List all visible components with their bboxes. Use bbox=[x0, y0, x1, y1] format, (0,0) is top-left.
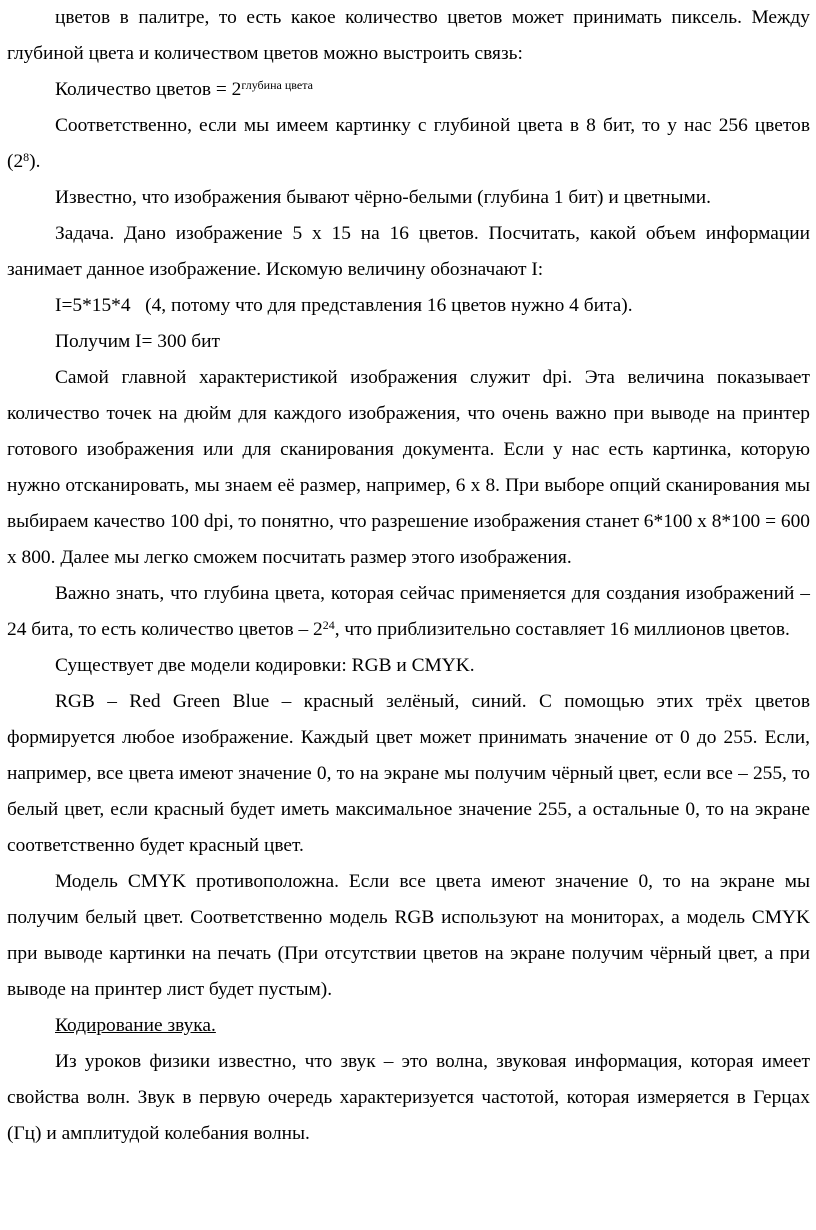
text-run: цветов в палитре, то есть какое количество цветов может принимать пиксель. Между глубиной цвета и количеством цветов можно выстроить связь: bbox=[7, 7, 815, 64]
text-run: Модель CMYK противоположна. Если все цвета имеют значение 0, то на экране мы получим белый цвет. Соответственно модель RGB используют на мониторах, а модель CMYK при выводе картинки на печать (При отсутствии цветов на экране получим чёрный цвет, а при выводе на принтер лист будет пустым). bbox=[7, 871, 815, 1000]
text-run: Количество цветов = 2 bbox=[55, 79, 242, 100]
heading-text: Кодирование звука. bbox=[55, 1015, 216, 1036]
paragraph-24bit-depth bbox=[7, 576, 815, 648]
paragraph-rgb-model bbox=[7, 684, 815, 864]
paragraph-task-statement bbox=[7, 216, 815, 288]
paragraph-dpi-description bbox=[7, 360, 815, 576]
text-run: Важно знать, что глубина цвета, которая сейчас применяется для создания изображений – 24 бита, то есть количество цветов – 2 bbox=[7, 583, 815, 640]
paragraph-task-solution bbox=[7, 288, 810, 324]
text-run: I=5*15*4 (4, потому что для представления 16 цветов нужно 4 бита). bbox=[55, 295, 633, 316]
text-run: ). bbox=[29, 151, 41, 172]
paragraph-task-result bbox=[7, 324, 810, 360]
text-run: Задача. Дано изображение 5 х 15 на 16 цветов. Посчитать, какой объем информации занимает данное изображение. Искомую величину обозначают I: bbox=[7, 223, 815, 280]
text-run: Соответственно, если мы имеем картинку с глубиной цвета в 8 бит, то у нас 256 цветов (2 bbox=[7, 115, 815, 172]
text-run: RGB – Red Green Blue – красный зелёный, синий. С помощью этих трёх цветов формируется любое изображение. Каждый цвет может принимать значение от 0 до 255. Если, например, все цвета имеют значение 0, то на экране мы получим чёрный цвет, если все – 255, то белый цвет, если красный будет иметь максимальное значение 255, а остальные 0, то на экране соответственно будет красный цвет. bbox=[7, 691, 815, 856]
paragraph-color-count-formula bbox=[7, 72, 810, 108]
text-run: Получим I= 300 бит bbox=[55, 331, 220, 352]
text-run: , что приблизительно составляет 16 миллионов цветов. bbox=[334, 619, 790, 640]
text-run: Существует две модели кодировки: RGB и CMYK. bbox=[55, 655, 475, 676]
superscript-exponent: 24 bbox=[322, 618, 335, 632]
paragraph-two-models bbox=[7, 648, 810, 684]
text-run: Известно, что изображения бывают чёрно-белыми (глубина 1 бит) и цветными. bbox=[55, 187, 711, 208]
paragraph-8bit-example bbox=[7, 108, 815, 180]
paragraph-bw-color-images bbox=[7, 180, 810, 216]
paragraph-sound-wave-intro bbox=[7, 1044, 815, 1152]
paragraph-cmyk-model bbox=[7, 864, 815, 1008]
section-heading-sound-encoding bbox=[7, 1008, 810, 1044]
superscript-exponent: глубина цвета bbox=[241, 78, 313, 92]
text-run: Самой главной характеристикой изображения служит dpi. Эта величина показывает количество точек на дюйм для каждого изображения, что очень важно при выводе на принтер готового изображения или для сканирования документа. Если у нас есть картинка, которую нужно отсканировать, мы знаем её размер, например, 6 х 8. При выборе опций сканирования мы выбираем качество 100 dpi, то понятно, что разрешение изображения станет 6*100 х 8*100 = 600 х 800. Далее мы легко сможем посчитать размер этого изображения. bbox=[7, 367, 815, 568]
text-run: Из уроков физики известно, что звук – это волна, звуковая информация, которая имеет свойства волн. Звук в первую очередь характеризуется частотой, которая измеряется в Герцах (Гц) и амплитудой колебания волны. bbox=[7, 1051, 815, 1144]
superscript-exponent: 8 bbox=[23, 150, 30, 164]
paragraph-palette-colors bbox=[7, 0, 815, 72]
